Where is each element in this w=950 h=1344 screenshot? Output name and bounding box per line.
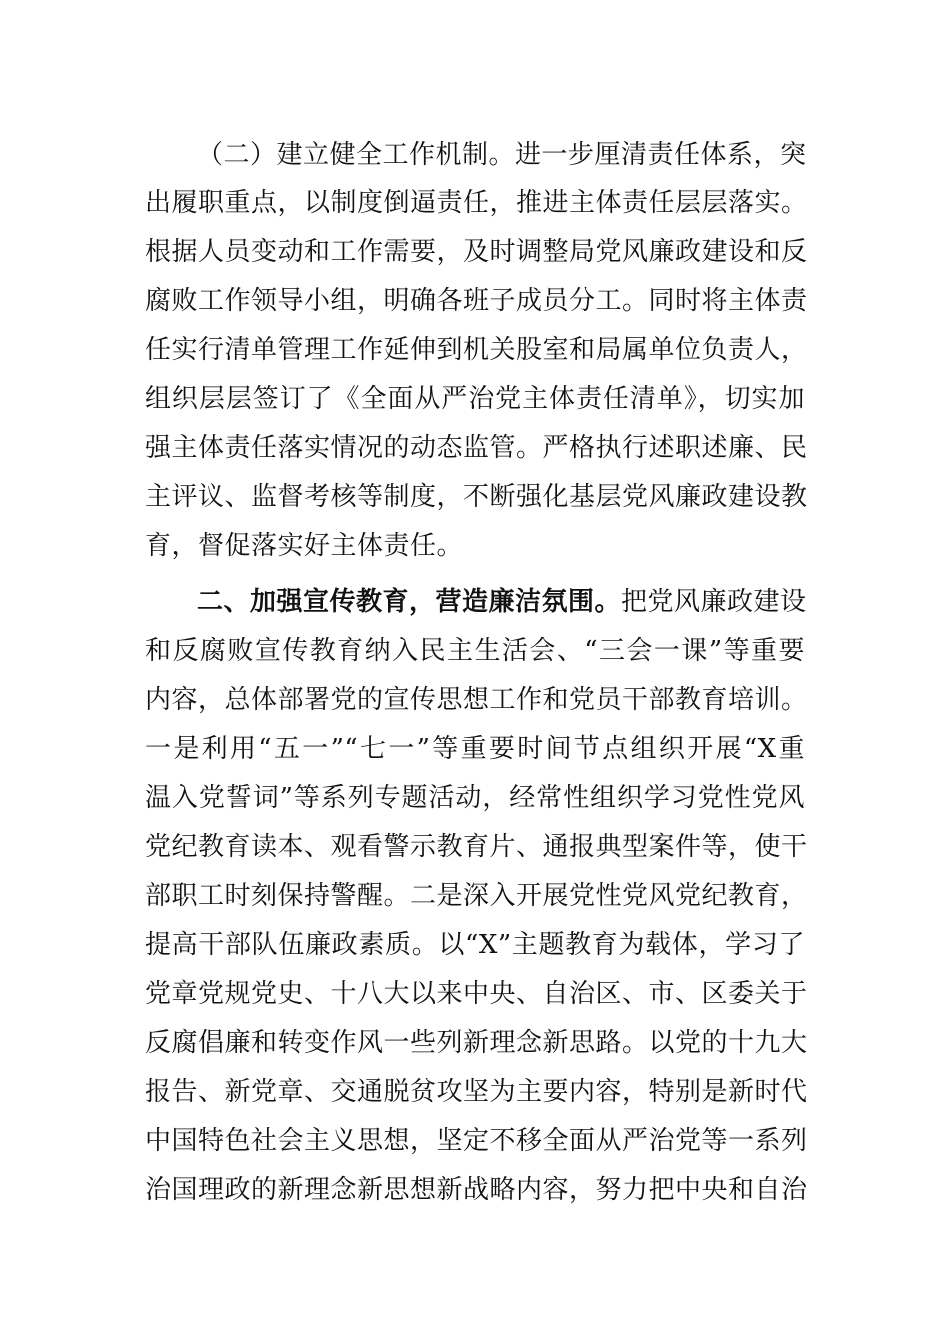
paragraph-line-5: 任实行清单管理工作延伸到机关股室和局属单位负责人， <box>145 335 808 365</box>
paragraph-line-3: 根据人员变动和工作需要，及时调整局党风廉政建设和反 <box>145 237 808 267</box>
paragraph-line-12: 内容，总体部署党的宣传思想工作和党员干部教育培训。 <box>145 685 808 715</box>
paragraph-line-14: 温入党誓词”等系列专题活动，经常性组织学习党性党风 <box>145 783 805 813</box>
paragraph-line-17: 提高干部队伍廉政素质。以“X”主题教育为载体，学习了 <box>145 930 805 960</box>
paragraph-line-18: 党章党规党史、十八大以来中央、自治区、市、区委关于 <box>145 979 808 1009</box>
paragraph-line-16: 部职工时刻保持警醒。二是深入开展党性党风党纪教育， <box>145 881 808 911</box>
paragraph-line-4: 腐败工作领导小组，明确各班子成员分工。同时将主体责 <box>145 286 808 316</box>
paragraph-line-7: 强主体责任落实情况的动态监管。严格执行述职述廉、民 <box>145 433 808 463</box>
paragraph-line-22: 治国理政的新理念新思想新战略内容，努力把中央和自治 <box>145 1175 808 1205</box>
paragraph-line-13: 一是利用“五一”“七一”等重要时间节点组织开展“X重 <box>145 734 805 764</box>
paragraph-line-6: 组织层层签订了《全面从严治党主体责任清单》，切实加 <box>145 384 805 414</box>
paragraph-line-21: 中国特色社会主义思想，坚定不移全面从严治党等一系列 <box>145 1126 808 1156</box>
paragraph-line-2: 出履职重点，以制度倒逼责任，推进主体责任层层落实。 <box>145 188 808 218</box>
paragraph-line-9: 育，督促落实好主体责任。 <box>145 531 464 561</box>
section-heading-bold: 二、加强宣传教育，营造廉洁氛围。 <box>197 587 622 617</box>
paragraph-line-8: 主评议、监督考核等制度，不断强化基层党风廉政建设教 <box>145 482 808 512</box>
paragraph-line-19: 反腐倡廉和转变作风一些列新理念新思路。以党的十九大 <box>145 1028 808 1058</box>
paragraph-line-15: 党纪教育读本、观看警示教育片、通报典型案件等，使干 <box>145 832 808 862</box>
section-heading-rest: 把党风廉政建设 <box>621 587 807 617</box>
paragraph-line-1: （二）建立健全工作机制。进一步厘清责任体系，突 <box>197 140 807 170</box>
paragraph-line-11: 和反腐败宣传教育纳入民主生活会、“三会一课”等重要 <box>145 636 805 666</box>
paragraph-line-20: 报告、新党章、交通脱贫攻坚为主要内容，特别是新时代 <box>145 1077 808 1107</box>
section-heading-line <box>197 582 805 622</box>
